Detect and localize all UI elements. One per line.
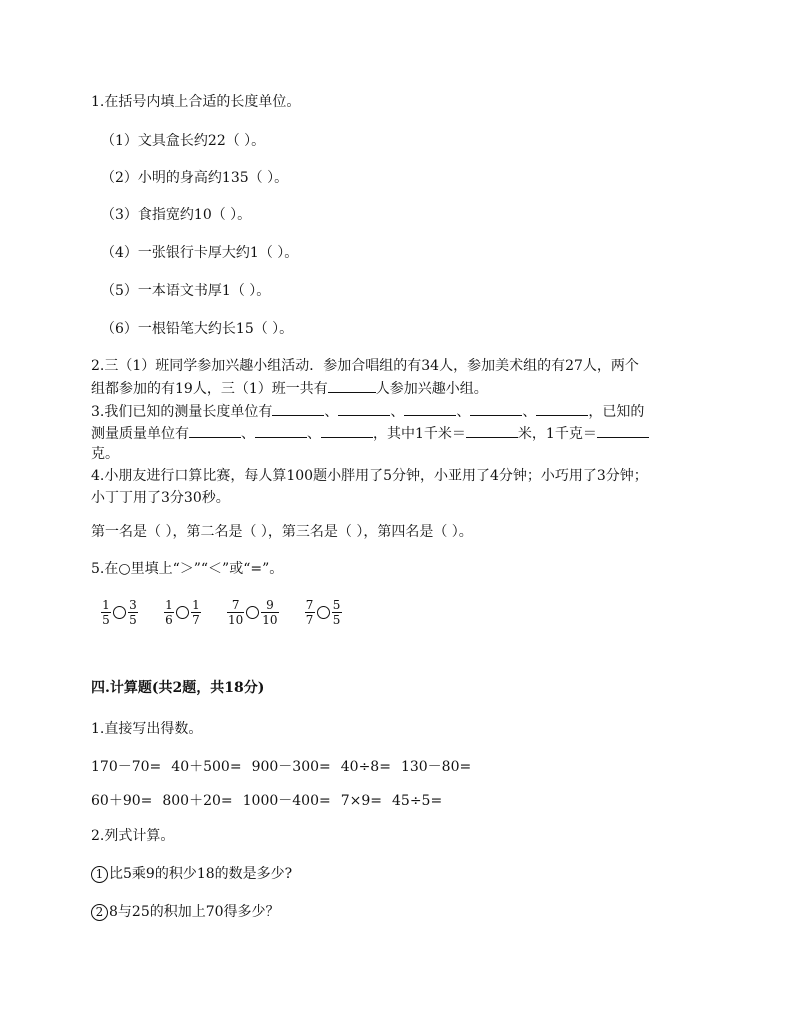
- answer-blank[interactable]: [536, 401, 588, 416]
- separator: 、: [522, 404, 537, 420]
- separator: 、: [390, 404, 405, 420]
- answer-blank[interactable]: [328, 378, 376, 393]
- calc-q2-title: 2.列式计算。: [91, 828, 175, 844]
- answer-blank[interactable]: [272, 401, 324, 416]
- numerator: 1: [102, 598, 110, 612]
- q1-item-6: （6）一根铅笔大约长15（ ）。: [101, 321, 294, 337]
- q1-item-2: （2）小明的身高约135（ ）。: [101, 170, 289, 186]
- answer-blank[interactable]: [466, 423, 518, 438]
- compare-circle[interactable]: [317, 606, 330, 619]
- numerator: 1: [192, 598, 200, 612]
- sub-question-text: 比5乘9的积少18的数是多少?: [109, 866, 293, 882]
- calc-item: 7×9=: [340, 793, 383, 809]
- q4-line-2: 小丁丁用了3分30秒。: [91, 490, 230, 506]
- numerator: 7: [305, 598, 314, 612]
- q3-line-1: [91, 401, 644, 422]
- calc-q1-title: 1.直接写出得数。: [91, 721, 203, 737]
- numerator: 3: [129, 598, 137, 612]
- answer-blank[interactable]: [404, 401, 456, 416]
- q4-answer-line: 第一名是（ ），第二名是（ ），第三名是（ ），第四名是（ ）。: [91, 524, 473, 540]
- fraction-comparison-row: [101, 598, 368, 627]
- fraction: [101, 598, 111, 627]
- answer-blank[interactable]: [597, 423, 649, 438]
- q2-line-1: 2.三（1）班同学参加兴趣小组活动．参加合唱组的有34人，参加美术组的有27人，两个: [91, 358, 639, 374]
- enclosed-number: 1: [91, 866, 108, 883]
- calc-item: 170－70=: [91, 759, 162, 775]
- q3-text-b: ，已知的: [588, 404, 645, 420]
- fraction: [128, 598, 138, 627]
- q3-text-a: 3.我们已知的测量长度单位有: [91, 404, 273, 420]
- q3-text-c: 测量质量单位有: [91, 426, 189, 442]
- comparison-3: [227, 598, 279, 627]
- fraction: [305, 598, 315, 627]
- comparison-4: [305, 598, 342, 627]
- sub-question-text: 8与25的积加上70得多少？: [109, 904, 280, 920]
- q3-line-2: [91, 423, 649, 444]
- comparison-2: [164, 598, 201, 627]
- denominator: 7: [305, 613, 314, 627]
- compare-circle[interactable]: [246, 606, 259, 619]
- calc-row-1: [91, 757, 481, 777]
- q1-title: 1.在括号内填上合适的长度单位。: [91, 94, 301, 110]
- q3-text-e: 米，1千克＝: [517, 426, 597, 442]
- answer-blank[interactable]: [321, 423, 373, 438]
- calc-item: 40÷8=: [340, 759, 391, 775]
- compare-circle[interactable]: [176, 606, 189, 619]
- q2-text-a: 组都参加的有19人，三（1）班一共有: [91, 381, 328, 397]
- q2-line-2: [91, 378, 488, 399]
- separator: 、: [324, 404, 339, 420]
- q3-line-3: 克。: [91, 446, 119, 462]
- q3-text-d: ，其中1千米＝: [373, 426, 466, 442]
- denominator: 10: [228, 613, 244, 627]
- numerator: 1: [165, 598, 173, 612]
- calc-item: 900－300=: [251, 759, 331, 775]
- numerator: 5: [332, 598, 341, 612]
- denominator: 7: [192, 613, 200, 627]
- answer-blank[interactable]: [255, 423, 307, 438]
- calc-q2-sub-2: [91, 902, 280, 922]
- separator: 、: [456, 404, 471, 420]
- denominator: 6: [165, 613, 173, 627]
- q4-line-1: 4.小朋友进行口算比赛，每人算100题小胖用了5分钟，小亚用了4分钟；小巧用了3分钟；: [91, 468, 648, 484]
- calc-item: 130－80=: [400, 759, 472, 775]
- calc-row-2: [91, 791, 452, 811]
- calc-item: 800＋20=: [162, 793, 233, 809]
- enclosed-number: 2: [91, 904, 108, 921]
- calc-item: 45÷5=: [392, 793, 443, 809]
- denominator: 5: [332, 613, 341, 627]
- denominator: 5: [129, 613, 137, 627]
- fraction: [164, 598, 174, 627]
- fraction: [227, 598, 244, 627]
- comparison-1: [101, 598, 138, 627]
- denominator: 10: [262, 613, 278, 627]
- calc-item: 1000－400=: [242, 793, 331, 809]
- answer-blank[interactable]: [470, 401, 522, 416]
- q1-item-1: （1）文具盒长约22（ ）。: [101, 133, 266, 149]
- compare-circle[interactable]: [113, 606, 126, 619]
- numerator: 9: [266, 598, 274, 612]
- denominator: 5: [102, 613, 110, 627]
- calc-item: 40＋500=: [171, 759, 242, 775]
- q2-text-b: 人参加兴趣小组。: [375, 381, 488, 397]
- fraction: [332, 598, 342, 627]
- q1-item-5: （5）一本语文书厚1（ ）。: [101, 283, 271, 299]
- q5-title: 5.在○里填上“＞”“＜”或“=”。: [91, 561, 284, 577]
- answer-blank[interactable]: [338, 401, 390, 416]
- q1-item-4: （4）一张银行卡厚大约1（ ）。: [101, 245, 299, 261]
- separator: 、: [241, 426, 255, 442]
- separator: 、: [307, 426, 321, 442]
- calc-item: 60＋90=: [91, 793, 153, 809]
- section-heading: 四.计算题(共2题，共18分): [91, 680, 265, 696]
- fraction: [191, 598, 201, 627]
- calc-q2-sub-1: [91, 864, 292, 884]
- numerator: 7: [231, 598, 240, 612]
- q1-item-3: （3）食指宽约10（ ）。: [101, 207, 252, 223]
- fraction: [261, 598, 278, 627]
- answer-blank[interactable]: [189, 423, 241, 438]
